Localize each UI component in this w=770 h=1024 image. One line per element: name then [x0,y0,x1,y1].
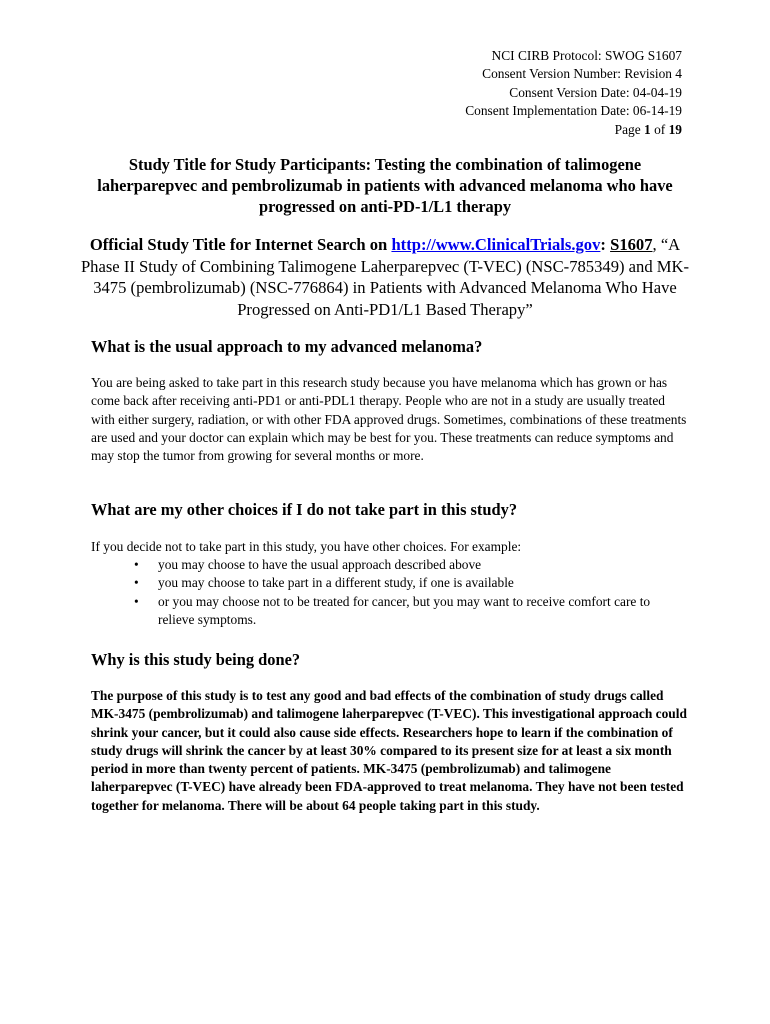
protocol-line: NCI CIRB Protocol: SWOG S1607 [491,48,682,63]
official-title-lead: Official Study Title for Internet Search on [89,235,392,254]
page-current: 1 [644,121,651,137]
list-item-text: you may choose to take part in a different study, if one is available [158,575,514,591]
section-heading-why: Why is this study being done? [91,650,301,669]
list-item-text: or you may choose not to be treated for cancer, but you may want to receive comfort care to relieve symptoms. [158,593,651,627]
study-title: Study Title for Study Participants: Testing the combination of talimogene laherparepvec and pembrolizumab in patients with advanced melanoma who have progressed on anti-PD-1/L1 therapy [97,155,673,216]
bullet-icon: • [134,593,139,609]
protocol-id: S1607 [610,235,653,254]
version-number-line: Consent Version Number: Revision 4 [482,66,682,82]
page-total: 19 [668,121,682,137]
official-title-colon: : [600,235,606,254]
choices-list [91,556,687,629]
clinicaltrials-link[interactable]: http://www.ClinicalTrials.gov [391,235,601,254]
implementation-date-line: Consent Implementation Date: 06-14-19 [465,103,682,119]
list-item [91,556,687,574]
section-body-usual: You are being asked to take part in this research study because you have melanoma which has grown or has come back after receiving anti-PD1 or anti-PDL1 therapy. People who are not in a study are usually treated with either surgery, radiation, or with other FDA approved drugs. Sometimes, combinations of these treatments are used and your doctor can explain which may be best for you. These treatments can reduce symptoms and may stop the tumor from growing for several months or more. [91,375,687,464]
official-title-text: , “A Phase II Study of Combining Talimogene Laherparepvec (T-VEC) (NSC-785349) and MK-3475 (pembrolizumab) (NSC-776864) in Patients with Advanced Melanoma Who Have Progressed on Anti-PD1/L1 Based Therapy” [80,235,690,319]
bullet-icon: • [134,575,139,591]
page-of: of [650,121,669,137]
list-item [91,593,687,630]
section-body-why: The purpose of this study is to test any good and bad effects of the combination of study drugs called MK-3475 (pembrolizumab) and talimogene laherparepvec (T-VEC). This investigational approach could shrink your cancer, but it could also cause side effects. Researchers hope to learn if the combination of study drugs will shrink the cancer by at least 30% compared to its present size for at least a six month period in more than twenty percent of patients. MK-3475 (pembrolizumab) and talimogene laherparepvec (T-VEC) have already been FDA-approved to treat melanoma. They have not been tested together for melanoma. There will be about 64 people taking part in this study. [91,688,687,813]
page-prefix: Page [614,121,645,137]
official-title [80,234,690,320]
version-date-line: Consent Version Date: 04-04-19 [509,84,682,100]
bullet-icon: • [134,557,139,572]
section-intro-choices: If you decide not to take part in this study, you have other choices. For example: [91,539,522,554]
document-header [465,47,682,139]
list-item-text: you may choose to have the usual approach described above [158,557,482,572]
list-item [91,574,687,592]
page-number [465,121,682,139]
section-heading-usual: What is the usual approach to my advanced melanoma? [91,337,483,356]
section-heading-choices: What are my other choices if I do not take part in this study? [91,500,518,519]
